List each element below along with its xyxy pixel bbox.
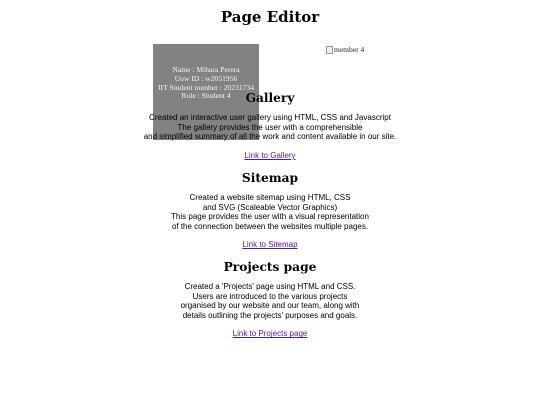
sitemap-section <box>0 171 540 252</box>
gallery-desc-line: The gallery provides the user with a comprehensible <box>177 122 363 132</box>
sitemap-heading: Sitemap <box>241 171 299 185</box>
sitemap-link[interactable]: Link to Sitemap <box>242 240 298 250</box>
member-uow-id: Uow ID : w2051956 <box>174 73 238 83</box>
page-title: Page Editor <box>220 8 320 26</box>
projects-desc-line: organised by our website and our team, along with <box>180 301 360 311</box>
projects-desc-line: Users are introduced to the various projects <box>192 291 348 301</box>
gallery-link[interactable]: Link to Gallery <box>244 150 296 160</box>
member-photo <box>326 45 364 54</box>
gallery-desc-line: and simplified summary of all the work and content available in our site. <box>143 132 397 142</box>
member-iit-number: IIT Student number : 20231734 <box>157 82 255 92</box>
sitemap-description <box>0 193 540 231</box>
projects-desc-line: details outlining the projects' purposes and goals. <box>182 310 358 320</box>
member-role: Role : Student 4 <box>181 91 231 101</box>
projects-link[interactable]: Link to Projects page <box>232 329 308 339</box>
sitemap-desc-line: Created a website sitemap using HTML, CSS <box>189 193 351 202</box>
broken-image-icon <box>326 46 333 54</box>
gallery-section <box>0 91 540 163</box>
projects-desc-line: Created a 'Projects' page using HTML and CSS. <box>184 282 356 291</box>
member-photo-alt: member 4 <box>334 45 365 54</box>
sitemap-desc-line: and SVG (Scaleable Vector Graphics) <box>202 202 338 212</box>
sitemap-desc-line: of the connection between the websites multiple pages. <box>171 221 369 231</box>
member-name: Name : Mihara Perera <box>172 65 240 74</box>
sitemap-desc-line: This page provides the user with a visual representation <box>171 212 369 222</box>
gallery-heading: Gallery <box>245 91 295 105</box>
gallery-description <box>0 113 540 142</box>
projects-description <box>0 282 540 320</box>
projects-heading: Projects page <box>223 260 317 274</box>
gallery-desc-line: Created an interactive user gallery using HTML, CSS and Javascript <box>149 113 391 122</box>
projects-section <box>0 260 540 341</box>
